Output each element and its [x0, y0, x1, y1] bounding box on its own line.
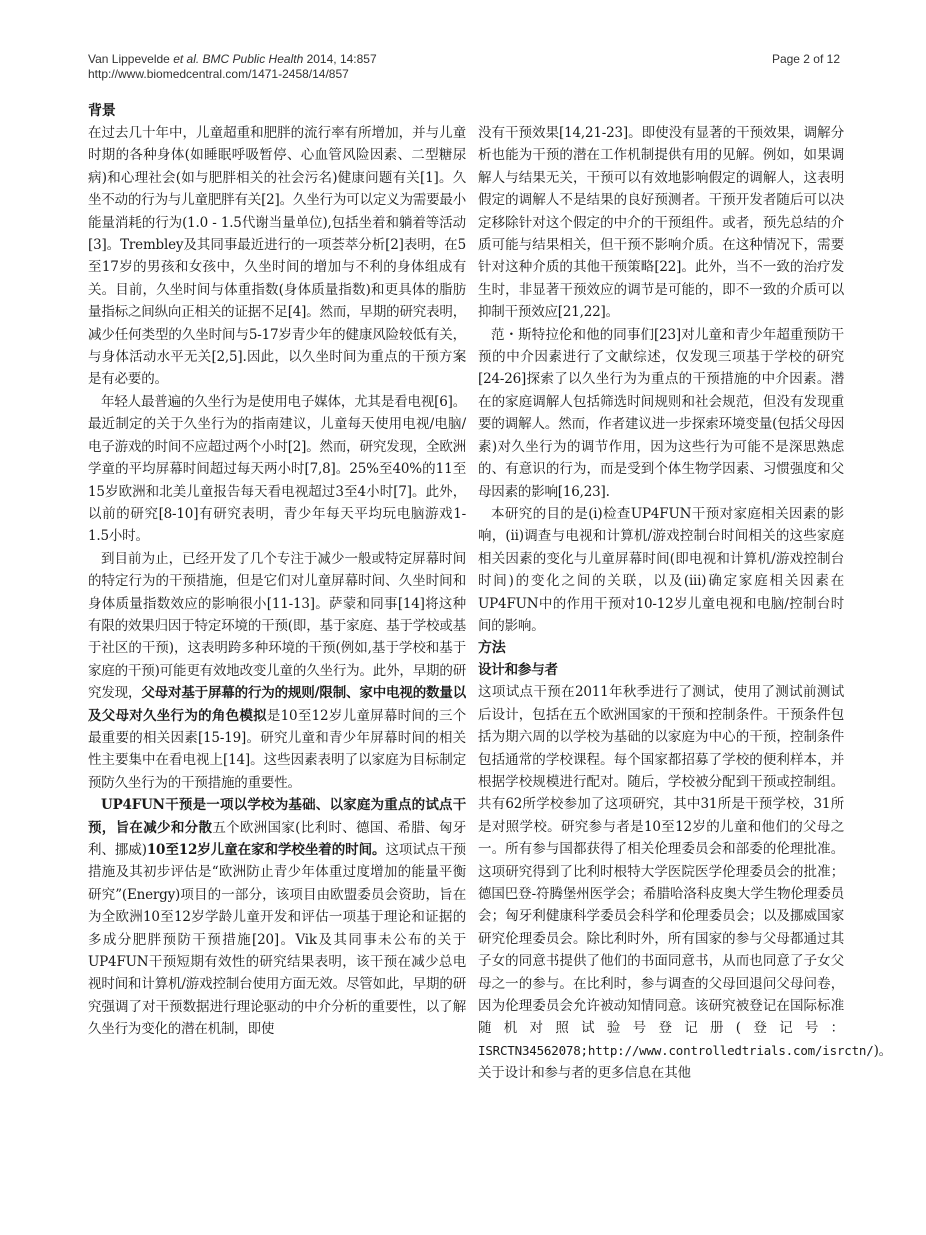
citation-line: Van Lippevelde et al. BMC Public Health 2014, 14:857	[88, 52, 377, 66]
bold-text: 10至12岁儿童在家和学校坐着的时间。	[146, 842, 386, 858]
paragraph: 本研究的目的是(i)检查UP4FUN干预对家庭相关因素的影响，(ii)调查与电视和计算机/游戏控制台时间相关的这些家庭相关因素的变化与儿童屏幕时间(即电视和计算机/游戏控制台时间)的变化之间的关联，以及(iii)确定家庭相关因素在UP4FUN中的作用干预对10-12岁儿童电视和电脑/控制台时间的影响。	[478, 505, 844, 634]
paragraph: 到目前为止，已经开发了几个专注于减少一般或特定屏幕时间的特定行为的干预措施，但是它们对儿童屏幕时间、久坐时间和身体质量指数效应的影响很小[11-13]。萨蒙和同事[14]将这种有限的效果归因于特定环境的干预(即，基于家庭、基于学校或基于社区的干预)，这表明跨多种环境的干预(例如,基于学校和基于家庭的干预)可能更有效地改变儿童的久坐行为。此外，早期的研究发现，父母对基于屏幕的行为的规则/限制、家中电视的数量以及父母对久坐行为的角色模拟是10至12岁儿童屏幕时间的三个最重要的相关因素[15-19]。研究儿童和青少年屏幕时间的相关性主要集中在看电视上[14]。这些因素表明了以家庭为目标制定预防久坐行为的干预措施的重要性。	[88, 550, 467, 791]
article-url[interactable]: http://www.biomedcentral.com/1471-2458/14/857	[88, 67, 349, 81]
paragraph: 没有干预效果[14,21-23]。即使没有显著的干预效果，调解分析也能为干预的潜在工作机制提供有用的见解。例如，如果调解人与结果无关，干预可以有效地影响假定的调解人，这表明假定的调解人不是结果的良好预测者。干预开发者随后可以决定移除针对这个假定的中介的干预组件。或者，预先总结的介质可能与结果相关，但干预不影响介质。在这种情况下，需要针对这种介质的其他干预策略[22]。此外，当不一致的治疗发生时，非显著干预效应的调节是可能的，即不一致的介质可以抑制干预效应[21,22]。	[478, 125, 844, 321]
registry-link[interactable]: ISRCTN34562078;http://www.controlledtrials.com/isrctn/	[478, 1042, 874, 1058]
paragraph: 这项试点干预在2011年秋季进行了测试，使用了测试前测试后设计，包括在五个欧洲国家的干预和控制条件。干预条件包括为期六周的以学校为基础的以家庭为中心的干预，控制条件包括通常的学校课程。每个国家都招募了学校的便利样本，并根据学校规模进行配对。随后，学校被分配到干预或控制组。共有62所学校参加了这项研究，其中31所是干预学校，31所是对照学校。研究参与者是10至12岁的儿童和他们的父母之一。所有参与国都获得了相关伦理委员会和部委的伦理批准。这项研究得到了比利时根特大学医院医学伦理委员会的批准；德国巴登-符腾堡州医学会；希腊哈洛科皮奥大学生物伦理委员会；匈牙利健康科学委员会科学和伦理委员会；以及挪威国家研究伦理委员会。除比利时外，所有国家的参与父母都通过其子女的同意书提供了他们的书面同意书，从而也同意了子女父母之一的参与。在比利时，参与调查的父母回退问父母问卷，因为伦理委员会允许被动知情同意。该研究被登记在国际标准随机对照试验号登记册(登记号：ISRCTN34562078;http://www.controlledtrials.com/isrctn/)。关于设计和参与者的更多信息在其他	[478, 684, 892, 1082]
section-title-methods: 方法	[478, 640, 506, 657]
paragraph: UP4FUN干预是一项以学校为基础、以家庭为重点的试点干预，旨在减少和分散五个欧洲国家(比利时、德国、希腊、匈牙利、挪威)10至12岁儿童在家和学校坐着的时间。这项试点干预措施及其初步评估是“欧洲防止青少年体重过度增加的能量平衡研究”(Energy)项目的一部分，该项目由欧盟委员会资助，旨在为全欧洲10至12岁学龄儿童开发和评估一项基于理论和证据的多成分肥胖预防干预措施[20]。Vik及其同事未公布的关于UP4FUN干预短期有效性的研究结果表明，该干预在减少总电视时间和计算机/游戏控制台使用方面无效。尽管如此，早期的研究强调了对干预数据进行理论驱动的中介分析的重要性，以了解久坐行为变化的潜在机制，即使	[88, 797, 466, 1038]
bold-text: 父母对基于屏幕的行为的规则/限制、家中电视的数量以及父母对久坐行为的角色模拟	[88, 685, 466, 724]
bold-text: UP4FUN干预是一项以学校为基础、以家庭为重点的试点干预，旨在减少和分散	[88, 797, 466, 836]
page-number: Page 2 of 12	[771, 52, 840, 66]
subsection-title-design: 设计和参与者	[478, 662, 558, 679]
left-column	[88, 100, 466, 1041]
paragraph: 年轻人最普遍的久坐行为是使用电子媒体，尤其是看电视[6]。最近制定的关于久坐行为的指南建议，儿童每天使用电视/电脑/电子游戏的时间不应超过两个小时[2]。然而，研究发现，全欧洲学童的平均屏幕时间超过每天两小时[7,8]。25%至40%的11至15岁欧洲和北美儿童报告每天看电视超过3至4小时[7]。此外，以前的研究[8-10]有研究表明，青少年每天平均玩电脑游戏1-1.5小时。	[88, 393, 466, 545]
paragraph: 范・斯特拉伦和他的同事们[23]对儿童和青少年超重预防干预的中介因素进行了文献综述，仅发现三项基于学校的研究[24-26]探索了以久坐行为为重点的干预措施的中介因素。潜在的家庭调解人包括筛选时间规则和社会规范，但没有发现重要的调解人。然而，作者建议进一步探索环境变量(包括父母因素)对久坐行为的调节作用，因为这些行为可能不是深思熟虑的、有意识的行为，而是受到个体生物学因素、习惯强度和父母因素的影响[16,23].	[478, 326, 844, 500]
right-column	[478, 122, 892, 1085]
citation-journal: et al. BMC Public Health	[173, 52, 304, 66]
section-title-background: 背景	[88, 103, 116, 119]
page-header	[88, 52, 840, 82]
paragraph: 在过去几十年中，儿童超重和肥胖的流行率有所增加，并与儿童时期的各种身体(如睡眠呼吸暂停、心血管风险因素、二型糖尿病)和心理社会(如与肥胖相关的社会污名)健康问题有关[1]。久坐不动的行为与儿童肥胖有关[2]。久坐行为可以定义为需要最小能量消耗的行为(1.0 - 1.5代谢当量单位),包括坐着和躺着等活动[3]。Trembley及其同事最近进行的一项荟萃分析[2]表明，在5至17岁的男孩和女孩中，久坐时间的增加与不利的身体组成有关。目前，久坐时间与体重指数(身体质量指数)和更具体的脂肪量指标之间纵向正相关的证据不足[4]。然而，早期的研究表明，减少任何类型的久坐时间与5-17岁青少年的健康风险较低有关，与身体活动水平无关[2,5].因此，以久坐时间为重点的干预方案是有必要的。	[88, 125, 466, 388]
